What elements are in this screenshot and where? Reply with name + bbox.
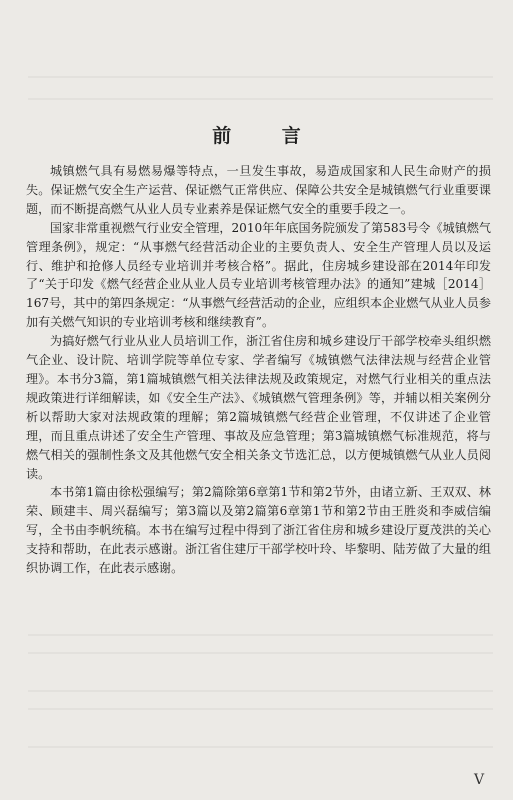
bleed-through-line bbox=[28, 76, 493, 78]
bleed-through-line bbox=[28, 708, 493, 710]
paragraph-2: 国家非常重视燃气行业安全管理，2010年年底国务院颁发了第583号令《城镇燃气管理条例》，规定：“从事燃气经营活动企业的主要负责人、安全生产管理人员以及运行、维护和抢修人员经专业培训并考核合格”。据此，住房城乡建设部在2014年印发了“关于印发《燃气经营企业从业人员专业培训考核管理办法》的通知”建城［2014］167号，其中的第四条规定：“从事燃气经营活动的企业，应组织本企业燃气从业人员参加有关燃气知识的专业培训考核和继续教育”。 bbox=[26, 220, 491, 330]
bleed-through-line bbox=[28, 746, 493, 748]
page-number: V bbox=[474, 772, 485, 788]
paragraph-4: 本书第1篇由徐松强编写；第2篇除第6章第1节和第2节外，由诸立新、王双双、林荣、顾建丰、周兴磊编写；第3篇以及第2篇第6章第1节和第2节由王胜炎和李威信编写，全书由李帆统稿。本书在编写过程中得到了浙江省住房和城乡建设厅夏茂洪的关心支持和帮助，在此表示感谢。浙江省住建厅干部学校叶玲、毕黎明、陆芳做了大量的组织协调工作，在此表示感谢。 bbox=[26, 485, 491, 576]
body-text bbox=[26, 162, 491, 578]
bleed-through-line bbox=[28, 98, 493, 100]
page-title: 前 言 bbox=[212, 125, 323, 147]
bleed-through-line bbox=[28, 634, 493, 636]
bleed-through-line bbox=[28, 652, 493, 654]
paragraph-3: 为搞好燃气行业从业人员培训工作，浙江省住房和城乡建设厅干部学校牵头组织燃气企业、设计院、培训学院等单位专家、学者编写《城镇燃气法律法规与经营企业管理》。本书分3篇，第1篇城镇燃气相关法律法规及政策规定，对燃气行业相关的重点法规政策进行详细解读，如《安全生产法》、《城镇燃气管理条例》等，并辅以相关案例分析以帮助大家对法规政策的理解；第2篇城镇燃气经营企业管理，不仅讲述了企业管理，而且重点讲述了安全生产管理、事故及应急管理；第3篇城镇燃气标准规范，将与燃气相关的强制性条文及其他燃气安全相关条文节选汇总，以方便城镇燃气从业人员阅读。 bbox=[26, 334, 491, 481]
bleed-through-line bbox=[28, 690, 493, 692]
paragraph-1: 城镇燃气具有易燃易爆等特点，一旦发生事故，易造成国家和人民生命财产的损失。保证燃气安全生产运营、保证燃气正常供应、保障公共安全是城镇燃气行业重要课题，而不断提高燃气从业人员专业素养是保证燃气安全的重要手段之一。 bbox=[26, 164, 491, 216]
